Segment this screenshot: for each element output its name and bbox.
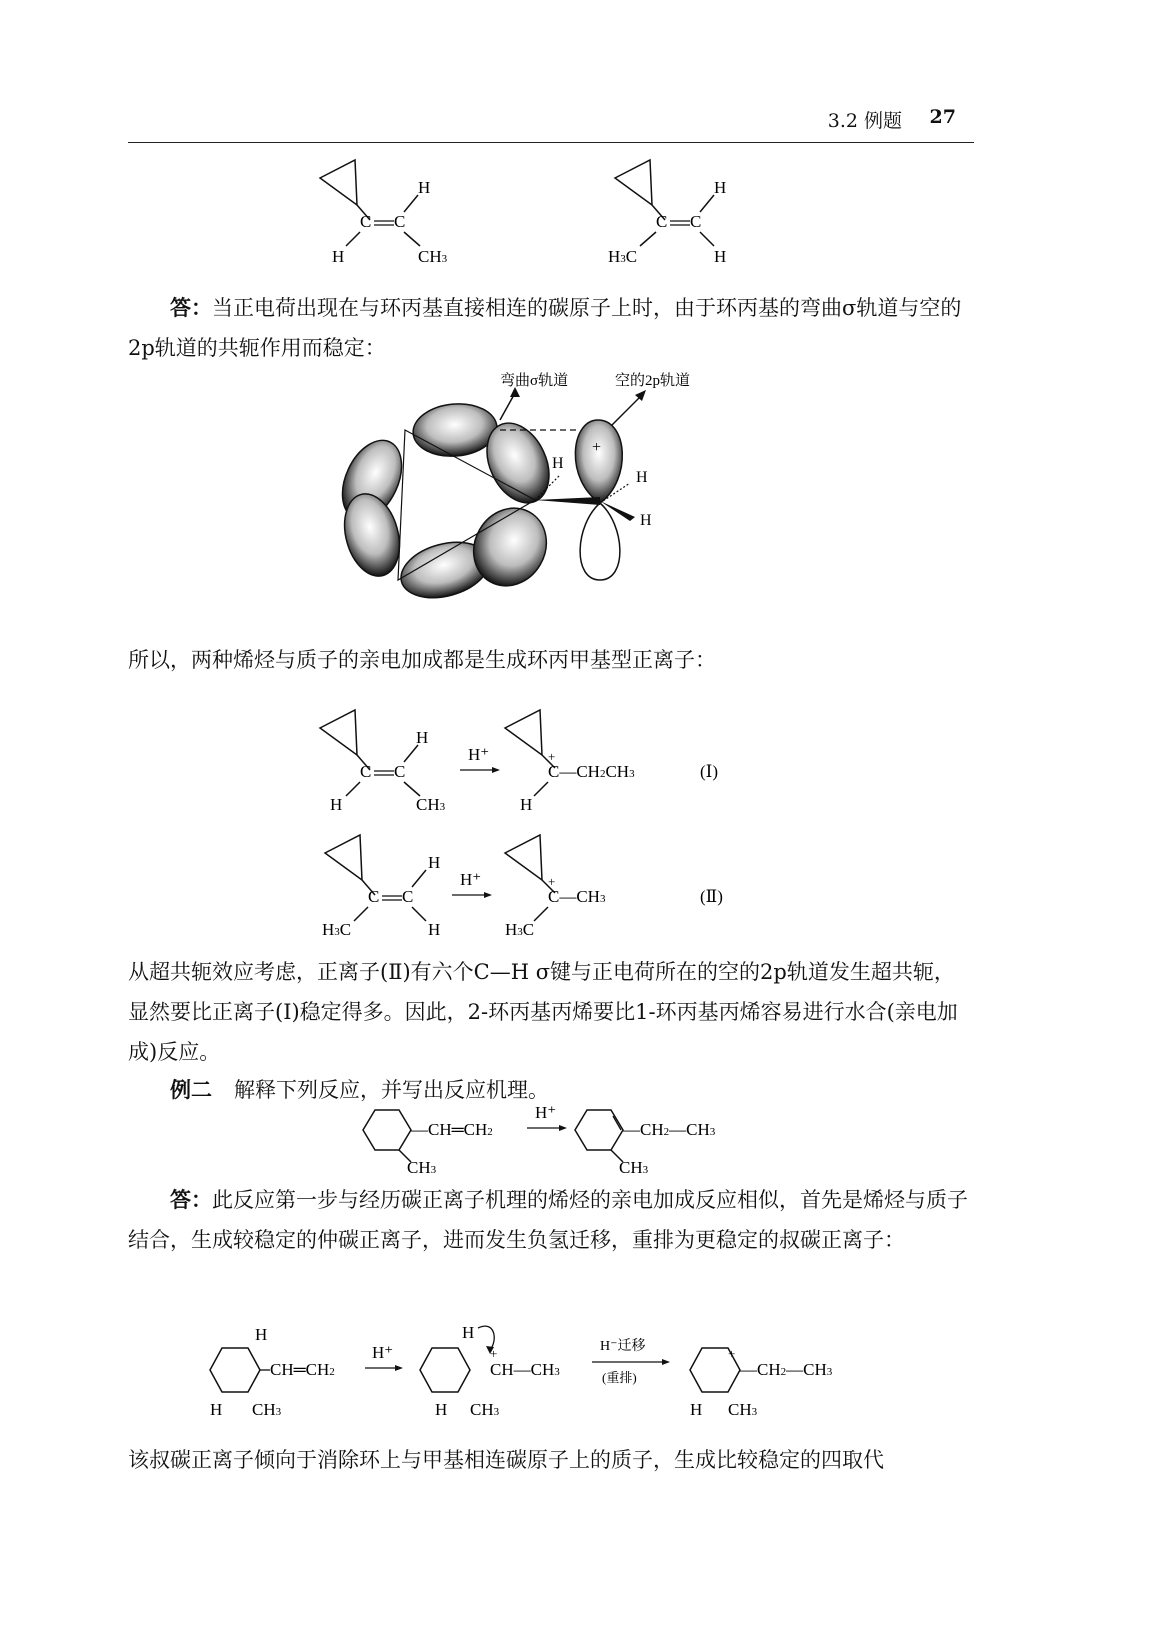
svg-text:C: C bbox=[360, 212, 372, 231]
svg-text:C—CH2CH3: C—CH2CH3 bbox=[548, 762, 635, 781]
svg-text:+: + bbox=[490, 1346, 498, 1361]
svg-text:C: C bbox=[394, 212, 406, 231]
svg-text:CH—CH3: CH—CH3 bbox=[490, 1360, 560, 1379]
svg-text:CH3: CH3 bbox=[416, 795, 446, 814]
svg-text:CH3: CH3 bbox=[470, 1400, 500, 1419]
svg-text:H3C: H3C bbox=[322, 920, 352, 939]
svg-text:C—CH3: C—CH3 bbox=[548, 887, 606, 906]
svg-text:H: H bbox=[714, 178, 727, 197]
svg-text:C: C bbox=[368, 887, 380, 906]
svg-text:H: H bbox=[636, 469, 648, 486]
mech-step2 bbox=[420, 1323, 560, 1419]
reaction-example-2 bbox=[355, 1100, 775, 1175]
svg-text:H: H bbox=[552, 455, 564, 472]
svg-text:CH3: CH3 bbox=[418, 247, 448, 266]
svg-text:H: H bbox=[332, 247, 345, 266]
svg-text:H: H bbox=[210, 1400, 223, 1419]
svg-text:H: H bbox=[520, 795, 533, 814]
svg-text:—CH2—CH3: —CH2—CH3 bbox=[740, 1360, 833, 1379]
svg-text:CH3: CH3 bbox=[619, 1158, 649, 1177]
svg-text:H⁺: H⁺ bbox=[460, 870, 482, 889]
svg-text:H: H bbox=[462, 1323, 475, 1342]
page-number: 27 bbox=[929, 106, 956, 128]
svg-text:H⁺: H⁺ bbox=[535, 1103, 557, 1122]
svg-text:H: H bbox=[418, 178, 431, 197]
svg-text:+: + bbox=[728, 1346, 736, 1361]
label-bent-sigma: 弯曲σ轨道 bbox=[500, 373, 569, 389]
svg-text:H: H bbox=[428, 920, 441, 939]
svg-text:C: C bbox=[360, 762, 372, 781]
svg-text:CH3: CH3 bbox=[407, 1158, 437, 1177]
svg-text:H⁻迁移: H⁻迁移 bbox=[600, 1339, 646, 1354]
svg-text:H: H bbox=[428, 853, 441, 872]
svg-text:H: H bbox=[640, 512, 652, 529]
paragraph-3: 从超共轭效应考虑，正离子(Ⅱ)有六个C—H σ键与正电荷所在的空的2p轨道发生超共轭，显然要比正离子(Ⅰ)稳定得多。因此，2-环丙基丙烯要比1-环丙基丙烯容易进行水合(亲电加成)反应。 bbox=[128, 960, 958, 1064]
svg-text:C: C bbox=[402, 887, 414, 906]
paragraph-2: 所以，两种烯烃与质子的亲电加成都是生成环丙甲基型正离子： bbox=[128, 648, 716, 672]
svg-text:H3C: H3C bbox=[505, 920, 535, 939]
svg-text:H⁺: H⁺ bbox=[372, 1343, 394, 1362]
svg-text:(Ⅱ): (Ⅱ) bbox=[700, 887, 723, 906]
svg-text:CH═CH2: CH═CH2 bbox=[270, 1360, 335, 1379]
svg-text:CH3: CH3 bbox=[252, 1400, 282, 1419]
svg-text:H: H bbox=[714, 247, 727, 266]
svg-text:(Ⅰ): (Ⅰ) bbox=[700, 762, 719, 781]
structures-top bbox=[300, 150, 780, 275]
svg-text:H: H bbox=[435, 1400, 448, 1419]
example-2: 例二 解释下列反应，并写出反应机理。 bbox=[170, 1077, 549, 1102]
svg-text:+: + bbox=[548, 874, 556, 889]
section-title: 3.2 例题 bbox=[827, 110, 902, 132]
label-empty-2p: 空的2p轨道 bbox=[615, 373, 691, 389]
svg-text:CH3: CH3 bbox=[728, 1400, 758, 1419]
svg-text:H: H bbox=[255, 1325, 268, 1344]
svg-text:(重排): (重排) bbox=[602, 1370, 637, 1385]
paragraph-last: 该叔碳正离子倾向于消除环上与甲基相连碳原子上的质子，生成比较稳定的四取代 bbox=[128, 1448, 884, 1472]
svg-text:+: + bbox=[548, 749, 556, 764]
svg-text:H⁺: H⁺ bbox=[468, 745, 490, 764]
page-header bbox=[128, 96, 974, 143]
structure-right bbox=[608, 160, 726, 266]
svg-text:—CH2—CH3: —CH2—CH3 bbox=[623, 1120, 716, 1139]
svg-text:H: H bbox=[690, 1400, 703, 1419]
reaction-II bbox=[322, 835, 723, 939]
svg-text:H: H bbox=[416, 728, 429, 747]
structure-left bbox=[320, 160, 448, 266]
mech-step3 bbox=[690, 1346, 833, 1419]
svg-text:C: C bbox=[394, 762, 406, 781]
answer-2: 答：此反应第一步与经历碳正离子机理的烯烃的亲电加成反应相似，首先是烯烃与质子结合，生成较稳定的仲碳正离子，进而发生负氢迁移，重排为更稳定的叔碳正离子： bbox=[128, 1187, 968, 1252]
svg-text:—CH═CH2: —CH═CH2 bbox=[411, 1120, 493, 1139]
mechanism-scheme bbox=[200, 1320, 900, 1430]
reaction-I bbox=[320, 710, 718, 814]
mech-step1 bbox=[210, 1325, 335, 1419]
answer-1: 答：当正电荷出现在与环丙基直接相连的碳原子上时，由于环丙基的弯曲σ轨道与空的2p轨道的共轭作用而稳定： bbox=[128, 295, 962, 360]
svg-text:+: + bbox=[592, 439, 602, 456]
svg-text:C: C bbox=[656, 212, 668, 231]
reactions-I-II bbox=[320, 700, 800, 950]
svg-text:H: H bbox=[330, 795, 343, 814]
svg-text:H3C: H3C bbox=[608, 247, 638, 266]
svg-text:C: C bbox=[690, 212, 702, 231]
orbital-diagram bbox=[350, 373, 770, 625]
